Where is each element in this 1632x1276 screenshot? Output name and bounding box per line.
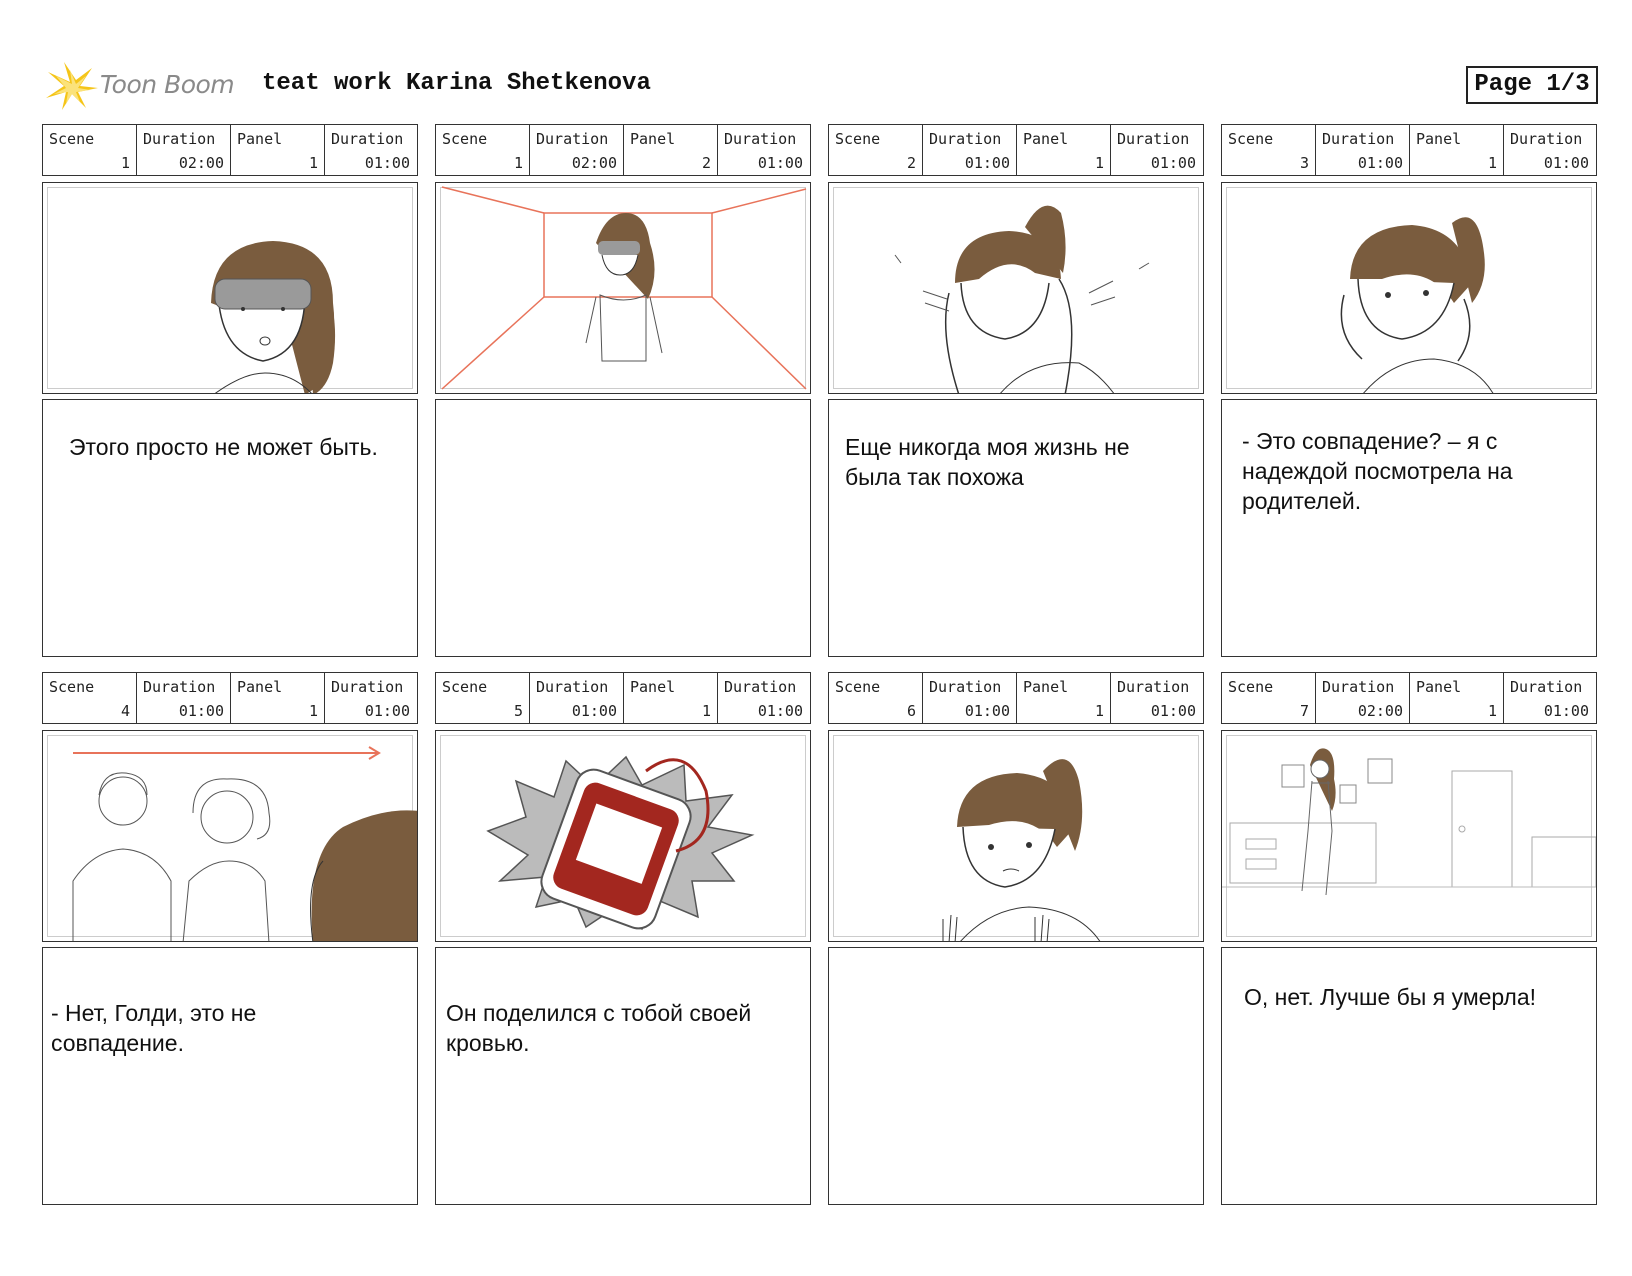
panel-label: Panel <box>1023 678 1069 696</box>
girl-sad-drawing <box>829 731 1204 942</box>
panel-number: 1 <box>701 702 711 720</box>
caption-box[interactable] <box>42 399 418 657</box>
panel-image[interactable] <box>1221 730 1597 942</box>
duration-label: Duration <box>929 130 1002 148</box>
panel-info-bar <box>828 124 1204 176</box>
panel-label: Panel <box>237 678 283 696</box>
scene-label: Scene <box>1228 678 1274 696</box>
caption-box[interactable] <box>42 947 418 1205</box>
panel-duration: 01:00 <box>757 154 803 172</box>
duration-label: Duration <box>1322 678 1395 696</box>
caption-box[interactable] <box>828 399 1204 657</box>
duration-label: Duration <box>929 678 1002 696</box>
scene-duration: 01:00 <box>964 154 1010 172</box>
duration-label: Duration <box>143 130 216 148</box>
panel-label: Panel <box>237 130 283 148</box>
panel-number: 1 <box>308 702 318 720</box>
girl-blindfold-drawing <box>43 183 418 394</box>
panel-duration: 01:00 <box>757 702 803 720</box>
scene-number: 1 <box>120 154 130 172</box>
caption-box[interactable] <box>1221 399 1597 657</box>
panel-image[interactable] <box>828 182 1204 394</box>
room-wide-drawing <box>1222 731 1597 942</box>
panel-number: 1 <box>1094 154 1104 172</box>
panel-info-bar <box>42 672 418 724</box>
panel-number: 1 <box>308 154 318 172</box>
scene-duration: 01:00 <box>178 702 224 720</box>
panel-duration: 01:00 <box>364 154 410 172</box>
panel-label: Panel <box>630 130 676 148</box>
scene-duration: 01:00 <box>964 702 1010 720</box>
caption-box[interactable] <box>435 399 811 657</box>
camera-zoom-out-drawing <box>436 183 811 394</box>
caption-box[interactable] <box>828 947 1204 1205</box>
starburst-icon <box>44 58 100 114</box>
scene-number: 5 <box>513 702 523 720</box>
caption-text: Он поделился с тобой своей кровью. <box>446 1000 752 1056</box>
panel-number: 1 <box>1487 702 1497 720</box>
panel-duration: 01:00 <box>1543 702 1589 720</box>
scene-label: Scene <box>442 130 488 148</box>
panel-duration: 01:00 <box>1150 702 1196 720</box>
scene-number: 2 <box>906 154 916 172</box>
panel-label: Panel <box>1416 130 1462 148</box>
caption-text: Этого просто не может быть. <box>69 434 378 460</box>
panel-duration: 01:00 <box>1543 154 1589 172</box>
caption-text: - Это совпадение? – я с надеждой посмотрела на родителей. <box>1242 428 1513 514</box>
panel-duration: 01:00 <box>364 702 410 720</box>
duration-label: Duration <box>536 678 609 696</box>
panel-number: 1 <box>1487 154 1497 172</box>
girl-hands-face-drawing <box>1222 183 1597 394</box>
panel-image[interactable] <box>435 730 811 942</box>
panel-info-bar <box>435 124 811 176</box>
duration-label: Duration <box>1117 678 1190 696</box>
scene-duration: 02:00 <box>178 154 224 172</box>
duration-label: Duration <box>1510 678 1583 696</box>
logo-text: Toon Boom <box>100 70 235 99</box>
parents-pan-drawing <box>43 731 418 942</box>
panel-image[interactable] <box>828 730 1204 942</box>
caption-box[interactable] <box>435 947 811 1205</box>
panel-info-bar <box>1221 672 1597 724</box>
panel-info-bar <box>1221 124 1597 176</box>
page-header <box>0 0 1632 120</box>
panel-info-bar <box>42 124 418 176</box>
scene-number: 7 <box>1299 702 1309 720</box>
panel-label: Panel <box>1023 130 1069 148</box>
panel-image[interactable] <box>435 182 811 394</box>
scene-label: Scene <box>49 130 95 148</box>
duration-label: Duration <box>1322 130 1395 148</box>
scene-number: 4 <box>120 702 130 720</box>
caption-text: Еще никогда моя жизнь не была так похожа <box>845 434 1130 490</box>
duration-label: Duration <box>724 678 797 696</box>
panel-info-bar <box>828 672 1204 724</box>
panel-number: 2 <box>701 154 711 172</box>
caption-text: - Нет, Голди, это не совпадение. <box>51 1000 257 1056</box>
scene-number: 6 <box>906 702 916 720</box>
panel-info-bar <box>435 672 811 724</box>
panel-image[interactable] <box>42 730 418 942</box>
scene-label: Scene <box>835 678 881 696</box>
scene-duration: 02:00 <box>571 154 617 172</box>
panel-label: Panel <box>1416 678 1462 696</box>
caption-text: О, нет. Лучше бы я умерла! <box>1244 984 1537 1010</box>
duration-label: Duration <box>331 130 404 148</box>
panel-image[interactable] <box>42 182 418 394</box>
page-number: Page 1/3 <box>1466 66 1598 104</box>
scene-duration: 01:00 <box>1357 154 1403 172</box>
scene-label: Scene <box>49 678 95 696</box>
duration-label: Duration <box>331 678 404 696</box>
blood-bag-drawing <box>436 731 811 942</box>
scene-number: 3 <box>1299 154 1309 172</box>
duration-label: Duration <box>1510 130 1583 148</box>
panel-image[interactable] <box>1221 182 1597 394</box>
panel-label: Panel <box>630 678 676 696</box>
scene-number: 1 <box>513 154 523 172</box>
scene-label: Scene <box>835 130 881 148</box>
duration-label: Duration <box>536 130 609 148</box>
caption-box[interactable] <box>1221 947 1597 1205</box>
panel-duration: 01:00 <box>1150 154 1196 172</box>
duration-label: Duration <box>724 130 797 148</box>
project-title: teat work Karina Shetkenova <box>262 70 651 97</box>
duration-label: Duration <box>1117 130 1190 148</box>
duration-label: Duration <box>143 678 216 696</box>
scene-duration: 02:00 <box>1357 702 1403 720</box>
scene-label: Scene <box>442 678 488 696</box>
panel-number: 1 <box>1094 702 1104 720</box>
scene-duration: 01:00 <box>571 702 617 720</box>
scene-label: Scene <box>1228 130 1274 148</box>
girl-hands-head-drawing <box>829 183 1204 394</box>
toon-boom-logo <box>44 58 244 114</box>
